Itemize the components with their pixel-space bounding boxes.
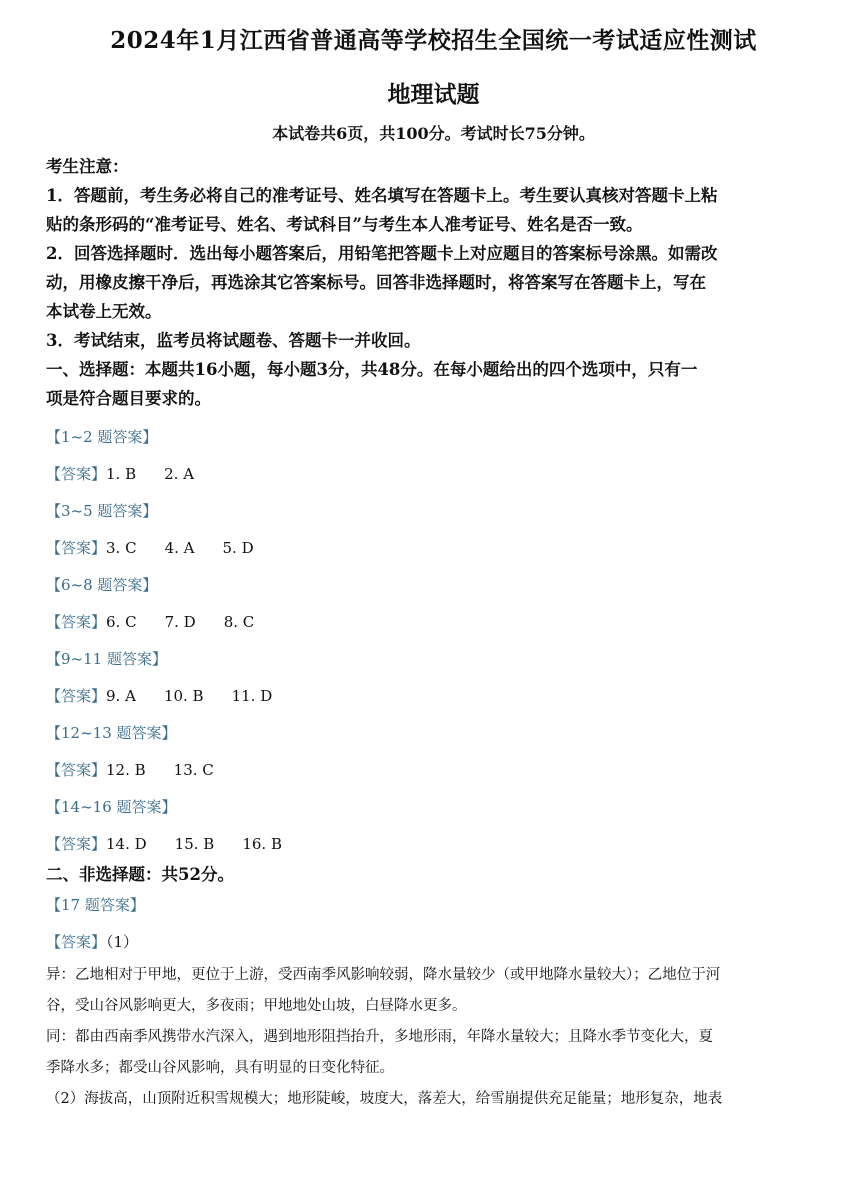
- group-label: 【9~11 题答案】: [46, 650, 167, 668]
- notice-line: 2．回答选择题时．选出每小题答案后，用铅笔把答题卡上对应题目的答案标号涂黑。如需改: [46, 244, 718, 263]
- answer-row: [46, 612, 821, 632]
- answer-groups: [46, 427, 821, 854]
- answer-item: 3. C: [106, 539, 137, 557]
- answer-item: 4. A: [164, 539, 195, 557]
- answer-paragraph-line: 谷，受山谷风影响更大，多夜雨；甲地地处山坡，白昼降水更多。: [46, 998, 467, 1014]
- answer-paragraph-line: （2）海拔高，山顶附近积雪规模大；地形陡峻，坡度大，落差大，给雪崩提供充足能量；地形复杂，地表: [46, 1091, 723, 1107]
- answer-item: 9. A: [106, 687, 136, 705]
- document-subtitle: 地理试题: [387, 81, 480, 108]
- answer-row: [46, 686, 821, 706]
- answer-item: 13. C: [173, 761, 214, 779]
- group-label: 【1~2 题答案】: [46, 428, 158, 446]
- answer-item: 15. B: [174, 835, 215, 853]
- section-two-heading: 二、非选择题：共52分。: [46, 865, 234, 884]
- answer-item: 16. B: [242, 835, 282, 853]
- answer-item: 7. D: [164, 613, 196, 631]
- group-label: 【3~5 题答案】: [46, 502, 158, 520]
- group-label: 【14~16 题答案】: [46, 798, 177, 816]
- answer-prefix: 【答案】: [46, 835, 107, 853]
- answer-row: [46, 834, 821, 854]
- answer-item: 10. B: [163, 687, 204, 705]
- answer-item: 14. D: [106, 835, 147, 853]
- answer-item: 11. D: [231, 687, 273, 705]
- answer-prefix: 【答案】: [46, 761, 107, 779]
- answer-item: 8. C: [223, 613, 255, 631]
- answer-item: 2. A: [164, 465, 195, 483]
- group-label: 【6~8 题答案】: [46, 576, 158, 594]
- answer-item: 5. D: [222, 539, 254, 557]
- notice-line: 动，用橡皮擦干净后，再选涂其它答案标号。回答非选择题时，将答案写在答题卡上，写在: [46, 273, 706, 292]
- q17-part-one: （1）: [106, 933, 139, 951]
- document-page: [0, 24, 867, 1204]
- document-title: 2024年1月江西省普通高等学校招生全国统一考试适应性测试: [110, 27, 757, 54]
- group-label: 【12~13 题答案】: [46, 724, 177, 742]
- notice-line: 本试卷上无效。: [46, 302, 162, 321]
- answer-item: 6. C: [106, 613, 137, 631]
- section-one-line: 项是符合题目要求的。: [46, 389, 211, 408]
- answer-row: [46, 932, 821, 952]
- answer-paragraph-line: 异：乙地相对于甲地，更位于上游，受西南季风影响较弱，降水量较少（或甲地降水量较大）；乙地位于河: [46, 967, 721, 983]
- answer-item: 1. B: [106, 465, 137, 483]
- notice-line: 贴的条形码的“准考证号、姓名、考试科目”与考生本人准考证号、姓名是否一致。: [46, 215, 643, 234]
- notice-line: 1．答题前，考生务必将自己的准考证号、姓名填写在答题卡上。考生要认真核对答题卡上粘: [46, 186, 718, 205]
- answer-prefix: 【答案】: [46, 613, 107, 631]
- section-one-line: 一、选择题：本题共16小题，每小题3分，共48分。在每小题给出的四个选项中，只有一: [46, 360, 698, 379]
- notice-line: 3．考试结束，监考员将试题卷、答题卡一并收回。: [46, 331, 421, 350]
- answer-item: 12. B: [106, 761, 146, 779]
- notice-heading: 考生注意：: [46, 157, 129, 176]
- q17-label: 【17 题答案】: [46, 896, 145, 914]
- answer-row: [46, 760, 821, 780]
- answer-paragraph-line: 同：都由西南季风携带水汽深入，遇到地形阻挡抬升，多地形雨，年降水量较大；且降水季节变化大，夏: [46, 1029, 713, 1045]
- answer-row: [46, 538, 821, 558]
- exam-info: 本试卷共6页，共100分。考试时长75分钟。: [272, 124, 595, 143]
- answer-prefix: 【答案】: [46, 687, 107, 705]
- answer-prefix: 【答案】: [46, 465, 107, 483]
- answer-prefix: 【答案】: [46, 933, 107, 951]
- answer-paragraph-line: 季降水多；都受山谷风影响，具有明显的日变化特征。: [46, 1060, 394, 1076]
- answer-row: [46, 464, 821, 484]
- answer-prefix: 【答案】: [46, 539, 107, 557]
